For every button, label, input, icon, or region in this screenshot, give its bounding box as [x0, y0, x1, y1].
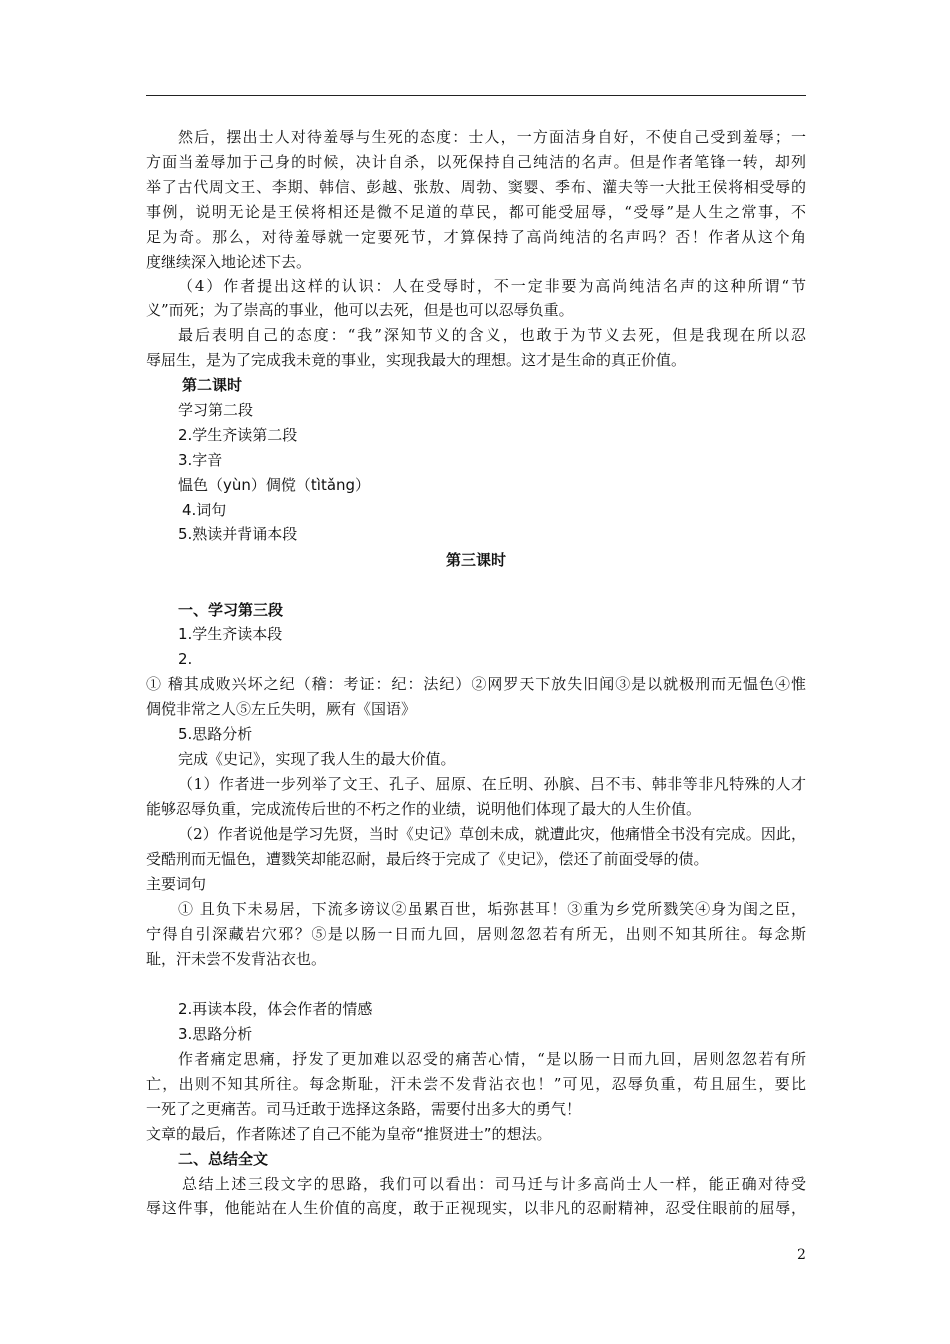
- list-item: 学习第二段: [178, 401, 254, 419]
- paragraph-line: 总结上述三段文字的思路，我们可以看出：司马迁与计多高尚士人一样，能正确对待受: [182, 1175, 806, 1193]
- paragraph-line: 受酷刑而无愠色，遭戮笑却能忍耐，最后终于完成了《史记》，偿还了前面受辱的债。: [146, 850, 709, 868]
- section-heading: 一、学习第三段: [178, 601, 284, 619]
- list-item: 愠色（yùn）倜傥（tìtǎng）: [178, 476, 371, 494]
- paragraph-line: 度继续深入地论述下去。: [146, 253, 312, 271]
- list-item: 2.: [178, 650, 193, 668]
- header-rule: [146, 95, 806, 96]
- paragraph-line: 耻，汗未尝不发背沾衣也。: [146, 950, 327, 968]
- paragraph-line: 作者痛定思痛，抒发了更加难以忍受的痛苦心情，“是以肠一日而九回，居则忽忽若有所: [178, 1050, 806, 1068]
- paragraph-line: （2）作者说他是学习先贤，当时《史记》草创未成，就遭此灾，他痛惜全书没有完成。因此，: [178, 825, 806, 843]
- paragraph-line: ① 且负下未易居，下流多谤议②虽累百世，垢弥甚耳！③重为乡党所戮笑④身为闺之臣，: [178, 900, 806, 918]
- list-item: 4.词句: [182, 501, 227, 519]
- list-item: 5.熟读并背诵本段: [178, 525, 298, 543]
- paragraph-line: 完成《史记》，实现了我人生的最大价值。: [178, 750, 456, 768]
- list-item: 3.思路分析: [178, 1025, 253, 1043]
- section-heading-lesson-2: 第二课时: [182, 376, 243, 394]
- section-heading-lesson-3: 第三课时: [445, 551, 506, 569]
- paragraph-line: 宁得自引深藏岩穴邪？⑤是以肠一日而九回，居则忽忽若有所无，出则不知其所往。每念斯: [146, 925, 806, 943]
- paragraph-line: 倜傥非常之人⑤左丘失明，厥有《国语》: [146, 700, 417, 718]
- paragraph-line: （1）作者进一步列举了文王、孔子、屈原、在丘明、孙膑、吕不韦、韩非等非凡特殊的人才: [178, 775, 806, 793]
- list-item: 3.字音: [178, 451, 223, 469]
- list-item: 5.思路分析: [178, 725, 253, 743]
- list-item: 2.学生齐读第二段: [178, 426, 298, 444]
- paragraph-line: ① 稽其成败兴坏之纪（稽：考证：纪：法纪）②网罗天下放失旧闻③是以就极刑而无愠色④惟: [146, 675, 806, 693]
- paragraph-line: 方面当羞辱加于己身的时候，决计自杀，以死保持自己纯洁的名声。但是作者笔锋一转，却列: [146, 153, 806, 171]
- paragraph-line: 一死了之更痛苦。司马迁敢于选择这条路，需要付出多大的勇气！: [146, 1100, 582, 1118]
- paragraph-line: 然后，摆出士人对待羞辱与生死的态度：士人，一方面洁身自好，不使自己受到羞辱；一: [178, 128, 806, 146]
- list-item: 1.学生齐读本段: [178, 625, 283, 643]
- paragraph-line: 文章的最后，作者陈述了自己不能为皇帝“推贤进士”的想法。: [146, 1125, 552, 1143]
- list-item: 2.再读本段，体会作者的情感: [178, 1000, 373, 1018]
- section-heading: 二、总结全文: [178, 1150, 269, 1168]
- paragraph-line: 足为奇。那么，对待羞辱就一定要死节，才算保持了高尚纯洁的名声吗？否！作者从这个角: [146, 228, 806, 246]
- paragraph-line: 亡，出则不知其所往。每念斯耻，汗未尝不发背沾衣也！”可见，忍辱负重，苟且屈生，要比: [146, 1075, 806, 1093]
- paragraph-line: （4）作者提出这样的认识：人在受辱时，不一定非要为高尚纯洁名声的这种所谓“节: [178, 277, 806, 295]
- paragraph-line: 辱这件事，他能站在人生价值的高度，敢于正视现实，以非凡的忍耐精神，忍受住眼前的屈辱，: [146, 1199, 806, 1217]
- paragraph-line: 义”而死；为了崇高的事业，他可以去死，但是也可以忍辱负重。: [146, 301, 574, 319]
- subheading: 主要词句: [146, 875, 207, 893]
- paragraph-line: 辱屈生，是为了完成我未竟的事业，实现我最大的理想。这才是生命的真正价值。: [146, 351, 687, 369]
- paragraph-line: 最后表明自己的态度：“我”深知节义的含义，也敢于为节义去死，但是我现在所以忍: [178, 326, 806, 344]
- paragraph-line: 能够忍辱负重，完成流传后世的不朽之作的业绩，说明他们体现了最大的人生价值。: [146, 800, 702, 818]
- page-number: 2: [797, 1247, 806, 1263]
- paragraph-line: 举了古代周文王、李期、韩信、彭越、张敖、周勃、窦婴、季布、灌夫等一大批王侯将相受辱的: [146, 178, 806, 196]
- paragraph-line: 事例，说明无论是王侯将相还是微不足道的草民，都可能受屈辱，“受辱”是人生之常事，不: [146, 203, 806, 221]
